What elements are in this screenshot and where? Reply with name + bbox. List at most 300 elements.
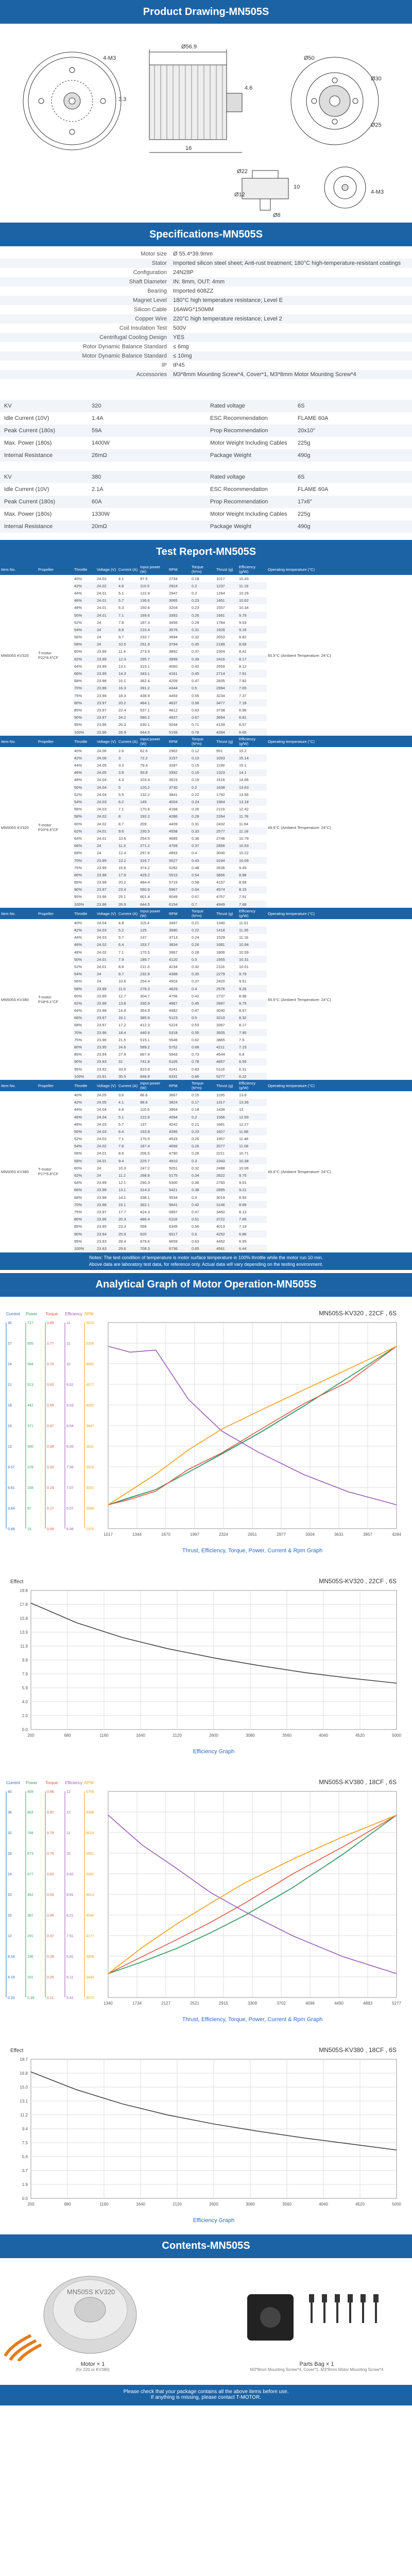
test-col-header: Torque (N*m) (191, 564, 215, 575)
y-tick: 6019 (86, 1831, 94, 1835)
test-cell: 9.45 (239, 865, 247, 870)
test-cell: 54% (73, 1143, 96, 1150)
y-tick: 5523 (86, 1321, 94, 1325)
test-temp: 65.5°C (Ambient Temperature: 24°C) (267, 919, 412, 1080)
test-cell: 2897 (215, 999, 238, 1007)
test-cell: 62% (73, 1172, 96, 1179)
test-cell: 48% (74, 950, 82, 955)
test-cell: 3576 (168, 626, 191, 633)
test-cell: 23.96 (97, 1037, 107, 1042)
x-tick: 4040 (319, 1733, 328, 1738)
test-cell: 23.98 (96, 685, 117, 692)
y-tick: 0.55 (47, 1403, 54, 1408)
test-cell: 0.22 (192, 792, 199, 797)
chart-title: MN505S-KV320 , 22CF , 6S (319, 1577, 397, 1585)
test-cell: 24.01 (97, 836, 107, 841)
x-tick: 1340 (104, 2001, 113, 2006)
test-cell: 5118 (216, 1066, 225, 1072)
test-cell: 11.2 (117, 1172, 139, 1179)
y-tick: 158 (27, 1486, 33, 1490)
test-cell: 13.8 (239, 1092, 247, 1097)
test-cell: 23.96 (97, 894, 107, 900)
test-col-header: Efficiency (g/W) (238, 564, 267, 575)
test-cell: 316.7 (139, 857, 168, 864)
test-cell: 25.9 (117, 1230, 139, 1238)
test-cell: 3623 (169, 777, 178, 783)
test-cell: 6154 (168, 901, 191, 908)
test-cell: 1792 (216, 792, 225, 797)
test-cell: 2559 (216, 664, 225, 669)
y-tick: 0.37 (47, 1934, 54, 1938)
test-cell: 4242 (169, 1122, 178, 1127)
y-tick: 0.62 (47, 1383, 54, 1387)
test-cell: 7.8 (118, 620, 124, 625)
test-cell: 13.63 (238, 784, 267, 791)
test-cell: 62% (73, 655, 96, 663)
test-cell: 1957 (216, 1137, 225, 1142)
y-tick: 15 (8, 1424, 12, 1428)
y-tick: 0.11 (47, 1996, 54, 2000)
test-cell: 3713 (169, 935, 178, 940)
test-cell: 23.95 (96, 1043, 117, 1050)
kv-cell: KV (4, 474, 12, 480)
legend-entry: RPM (84, 1311, 94, 1316)
test-cell: 0.4 (192, 851, 197, 856)
y-tick: 6.81 (66, 1955, 74, 1959)
test-cell: 14.1 (118, 1195, 126, 1200)
test-cell: 271.2 (139, 842, 168, 850)
spec-row (0, 342, 412, 351)
dim-label: 10 (294, 184, 300, 190)
x-tick: 2127 (161, 2001, 170, 2006)
test-cell: 4344 (168, 685, 191, 692)
test-cell: 3477 (215, 699, 238, 706)
spec-key: Magnet Level (132, 297, 167, 303)
test-cell: 1529 (216, 935, 225, 940)
test-cell: 60% (74, 649, 82, 654)
test-col-header: Current (A) (117, 736, 139, 747)
y-tick: 0.70 (47, 1852, 54, 1856)
kv-row (0, 449, 412, 462)
test-cell: 8.69 (238, 641, 267, 648)
test-cell: 1017 (216, 576, 225, 581)
test-cell: 24 (96, 842, 117, 850)
test-cell: 0.67 (192, 894, 199, 900)
test-cell: 0.56 (192, 1224, 199, 1229)
test-cell: 10.3 (118, 1165, 126, 1171)
chart-svg (0, 1297, 412, 1565)
test-cell: 5044 (169, 722, 178, 727)
test-cell: 0.19 (192, 777, 199, 783)
test-cell: 4637 (168, 699, 191, 706)
test-cell: 10.94 (238, 941, 267, 948)
test-cell: 20.2 (118, 880, 126, 885)
test-cell: 11.35 (238, 926, 267, 934)
test-cell: 136.6 (139, 597, 168, 604)
test-cell: 153.7 (139, 941, 168, 948)
kv-cell: Rated voltage (210, 403, 245, 409)
test-cell: 4857 (215, 1058, 238, 1065)
test-cell: 9.26 (238, 985, 267, 992)
test-cell: 338.1 (140, 1195, 150, 1200)
test-cell: 3210 (215, 1014, 238, 1022)
spec-value: M3*8mm Mounting Screw*4, Cover*1, M3*8mm Motor Mounting Screw*4 (173, 371, 356, 378)
test-cell: 4685 (169, 836, 178, 841)
test-cell: 0.26 (191, 612, 215, 619)
y-tick: 482 (27, 1893, 33, 1897)
test-col-header: Current (A) (117, 564, 139, 575)
spec-key: Centrifugal Cooling Design (99, 334, 167, 341)
contents (0, 2258, 412, 2385)
test-cell: 5.7 (118, 935, 124, 940)
test-cell: 13.8 (117, 999, 139, 1007)
y-tick: 3.7 (22, 2168, 28, 2173)
chart-title: MN505S-KV380 , 18CF , 6S (319, 2046, 397, 2054)
test-cell: 52% (74, 1137, 82, 1142)
test-cell: 10.01 (239, 964, 249, 969)
kv-cell: Max. Power (180s) (4, 440, 52, 446)
spec-row (0, 324, 412, 333)
test-cell: 3954 (215, 714, 238, 721)
test-cell: 2746 (216, 836, 225, 841)
y-tick: 0.53 (47, 1893, 54, 1897)
y-tick: 3631 (86, 1445, 94, 1449)
test-cell: 64% (74, 1180, 82, 1185)
test-cell: 424.3 (140, 1209, 150, 1214)
test-cell: 24.01 (97, 1151, 107, 1156)
test-cell: 273.9 (140, 649, 150, 654)
test-cell: 66% (73, 1014, 96, 1022)
parts-image (247, 2294, 379, 2341)
test-cell: 24.03 (96, 1128, 117, 1135)
test-cell: 6659 (169, 1239, 178, 1244)
test-cell: 4.1 (118, 576, 124, 581)
test-cell: 0.21 (192, 920, 199, 925)
kv-cell: 225g (298, 440, 311, 446)
test-cell: 50% (73, 956, 96, 963)
test-cell: 1340 (216, 920, 225, 925)
test-cell: 23.97 (96, 714, 117, 721)
x-tick: 4883 (363, 2001, 372, 2006)
test-cell: 0.13 (191, 754, 215, 761)
test-cell: 4867 (168, 999, 191, 1007)
test-cell: 23.98 (96, 1201, 117, 1208)
y-tick: 4914 (86, 1893, 94, 1897)
kv-cell: 6S (298, 474, 305, 480)
test-cell: 4211 (215, 1043, 238, 1050)
test-cell: 4757 (216, 894, 225, 900)
y-tick: 21 (8, 1383, 12, 1387)
test-cell: 330.9 (139, 999, 168, 1007)
test-cell: 23.99 (96, 1187, 117, 1194)
test-cell: 23.98 (96, 871, 117, 878)
test-table (0, 564, 412, 736)
spec-key: Accessories (136, 371, 167, 378)
test-cell: 14.8 (118, 1008, 126, 1013)
test-cell: 4769 (168, 842, 191, 850)
test-cell: 11.6 (117, 985, 139, 992)
test-cell: 23.99 (97, 664, 107, 669)
test-cell: 268.8 (139, 1172, 168, 1179)
test-col-header: Item No. (0, 736, 37, 747)
y-tick: 6.08 (66, 1527, 74, 1531)
x-tick: 1997 (190, 1532, 199, 1537)
test-cell: 12.3 (117, 655, 139, 663)
test-table (0, 908, 412, 1080)
y-tick: 387 (27, 1913, 33, 1918)
y-tick: 371 (27, 1424, 33, 1428)
test-cell: 24 (97, 851, 101, 856)
y-tick: 584 (27, 1362, 33, 1366)
test-cell: 225.7 (139, 1157, 168, 1164)
test-cell: 6.55 (239, 1239, 247, 1244)
test-cell: 42% (73, 926, 96, 934)
note-line: Above data are laboratory test data, for reference only. Actual data will vary depending on the testing environment. (89, 1261, 323, 1267)
dim-label: Ø8 (273, 212, 281, 218)
test-item: MN505S KV380 (0, 1091, 37, 1252)
spec-value: IN: 8mm, OUT: 4mm (173, 279, 225, 285)
drawing-svg (0, 24, 412, 223)
y-tick: 18.7 (20, 2057, 28, 2062)
test-cell: 11.08 (238, 1143, 267, 1150)
test-header-row (0, 564, 412, 575)
y-tick: 0.39 (47, 1445, 54, 1449)
kv-cell: 20x10" (298, 428, 315, 434)
kv-cell: Max. Power (180s) (4, 511, 52, 517)
test-prop: T-motor P22*6.6"CF (37, 575, 73, 736)
test-cell: 187.3 (140, 620, 150, 625)
test-cell: 0.42 (192, 993, 199, 998)
test-col-header: Item No. (0, 564, 37, 575)
test-cell: 0.35 (191, 641, 215, 648)
test-cell: 0.6 (191, 1230, 215, 1238)
y-tick: 4577 (86, 1383, 94, 1387)
test-cell: 278.3 (139, 985, 168, 992)
legend-entry: RPM (84, 1780, 94, 1785)
test-cell: 23.92 (97, 1066, 107, 1072)
test-cell: 70% (73, 857, 96, 864)
test-cell: 7.18 (238, 699, 267, 706)
test-cell: 0.4 (192, 1195, 197, 1200)
spec-key: Silicon Cable (133, 307, 167, 313)
test-cell: 0.32 (192, 1165, 199, 1171)
test-cell: 951 (216, 748, 223, 753)
test-cell: 6.22 (238, 1073, 267, 1080)
test-cell: 54% (73, 798, 96, 805)
y-tick: 3072 (86, 1996, 94, 2000)
x-tick: 1160 (99, 2201, 109, 2207)
test-cell: 9.51 (239, 1180, 247, 1185)
test-cell: 23.96 (96, 1216, 117, 1223)
test-col-header: Operating temperature (°C) (267, 908, 412, 919)
test-cell: 484.1 (139, 699, 168, 706)
y-tick: 13.9 (20, 1630, 28, 1635)
y-tick: 5.39 (27, 1996, 35, 2000)
y-tick: 12 (8, 1934, 12, 1938)
test-cell: 3824 (168, 1099, 191, 1106)
test-cell: 24.04 (97, 1107, 107, 1112)
test-cell: 2053 (216, 635, 225, 640)
legend-entry: Power (26, 1780, 38, 1785)
spec-key: Bearing (147, 288, 167, 294)
test-cell: 4286 (168, 813, 191, 820)
test-cell: 85% (74, 1052, 82, 1057)
kv-row (0, 508, 412, 520)
y-tick: 300 (27, 1445, 33, 1449)
spec-key: Shaft Diameter (129, 279, 167, 285)
test-col-header: Efficiency (g/W) (238, 1080, 267, 1091)
test-cell: 46% (73, 1113, 96, 1121)
test-cell: 14.3 (117, 670, 139, 677)
x-tick: 2915 (219, 2001, 228, 2006)
y-tick: 0.17 (47, 1506, 54, 1511)
charts (0, 1297, 412, 2234)
x-tick: 3080 (246, 1733, 255, 1738)
test-col-header: Item No. (0, 908, 37, 919)
y-tick: 16 (8, 1913, 12, 1918)
test-row (0, 575, 412, 582)
test-cell: 1451 (215, 597, 238, 604)
test-prop: T-motor P20*6.6"CF (37, 747, 73, 908)
y-tick: 15 (27, 1527, 31, 1531)
test-header: Test Report-MN505S (0, 540, 412, 564)
test-cell: 11.48 (239, 1137, 249, 1142)
test-cell: 103.4 (140, 777, 150, 783)
test-cell: 6105 (168, 1058, 191, 1065)
test-cell: 85% (74, 1224, 82, 1229)
test-cell: 23.97 (97, 1023, 107, 1028)
test-cell: 23.97 (96, 1014, 117, 1022)
test-cell: 11.16 (239, 935, 249, 940)
test-cell: 2947 (169, 590, 178, 596)
test-cell: 2737 (216, 993, 225, 998)
test-cell: 23.98 (97, 679, 107, 684)
test-cell: 12.4 (118, 851, 126, 856)
test-cell: 24.01 (97, 605, 107, 611)
test-cell: 5715 (169, 880, 178, 885)
test-cell: 5224 (169, 1023, 178, 1028)
kv-cell: 1.4A (92, 415, 104, 421)
test-cell: 6.57 (239, 722, 247, 727)
test-cell: 2924 (168, 582, 191, 589)
test-cell: 0.65 (191, 1245, 215, 1252)
test-cell: 3.6 (118, 1092, 124, 1097)
test-cell: 60% (74, 821, 82, 826)
y-tick: 8.91 (66, 1893, 74, 1897)
test-cell: 60% (74, 1165, 82, 1171)
test-cell: 2116 (216, 964, 225, 969)
test-cell: 3.3 (118, 763, 124, 768)
back-view (291, 57, 379, 145)
test-cell: 2714 (215, 670, 238, 677)
test-cell: 4493 (169, 693, 178, 698)
test-cell: 0.21 (192, 1122, 199, 1127)
test-cell: 153.8 (139, 1128, 168, 1135)
y-tick: 40 (8, 1790, 12, 1794)
chart-xlabel: Efficiency Graph (193, 2217, 235, 2224)
test-cell: 4503 (169, 979, 178, 984)
test-cell: 9.7 (118, 635, 124, 640)
y-tick: 7.9 (22, 1671, 28, 1676)
test-col-header: Operating temperature (°C) (267, 564, 412, 575)
test-cell: 558 (140, 1224, 147, 1229)
test-cell: 0.26 (192, 807, 199, 812)
kv-cell: Peak Current (180s) (4, 499, 56, 505)
test-cell: 9.75 (238, 1172, 267, 1179)
test-cell: 5421 (168, 1187, 191, 1194)
test-cell: 560.9 (139, 886, 168, 893)
test-cell: 8.15 (238, 886, 267, 893)
test-cell: 4910 (168, 1157, 191, 1164)
test-cell: 8.13 (239, 1209, 247, 1214)
test-cell: 0.42 (191, 1201, 215, 1208)
spec-value: Imported silicon steel sheet; Anti-rust treatment; 180°C high-temperature-resistant coatings (173, 260, 401, 266)
spec-value: YES (173, 334, 185, 341)
kv-cell: FLAME 60A (298, 415, 329, 421)
test-cell: 90% (73, 714, 96, 721)
test-cell: 741.8 (139, 1058, 168, 1065)
test-cell: 0.45 (191, 670, 215, 677)
test-cell: 3204 (169, 605, 178, 611)
x-tick: 4520 (355, 2201, 365, 2207)
kv-cell: ESC Recommendation (210, 415, 268, 421)
test-cell: 3146 (215, 1201, 238, 1208)
test-cell: 24 (97, 979, 101, 984)
test-cell: 80% (73, 699, 96, 706)
y-tick: 7.51 (66, 1934, 74, 1938)
y-tick: 4177 (86, 1934, 94, 1938)
test-cell: 18.4 (117, 1029, 139, 1036)
test-cell: 1195 (216, 1092, 225, 1097)
test-cell: 440.9 (139, 1029, 168, 1036)
test-cell: 0.2 (191, 784, 215, 791)
test-cell: 391.2 (139, 685, 168, 692)
test-cell: 8.82 (239, 635, 247, 640)
spec-row (0, 259, 412, 268)
test-cell: 0.32 (192, 635, 199, 640)
test-cell: 1661 (215, 612, 238, 619)
test-table (0, 736, 412, 908)
test-cell: 150.6 (140, 605, 150, 611)
chart-svg (0, 2033, 412, 2234)
test-cell: 54% (73, 626, 96, 633)
test-cell: 8.17 (239, 1023, 247, 1028)
test-cell: 9.51 (239, 979, 247, 984)
test-cell: 24.6 (117, 1043, 139, 1050)
y-tick: 0.32 (47, 1465, 54, 1469)
test-cell: 1681 (216, 1122, 225, 1127)
y-tick: 9.4 (22, 2126, 28, 2131)
test-cell: 486.4 (139, 1216, 168, 1223)
test-row (0, 1091, 412, 1098)
kv-cell: 1400W (92, 440, 110, 446)
test-cell: 3 (117, 754, 139, 761)
test-cell: 5300 (169, 1180, 178, 1185)
y-tick: 6388 (86, 1810, 94, 1815)
test-cell: 14.66 (239, 777, 249, 783)
kv-cell: 490g (298, 523, 311, 530)
test-cell: 343.1 (139, 670, 168, 677)
y-tick: 11.9 (20, 1643, 28, 1649)
test-col-header: Throttle (73, 908, 96, 919)
chart-svg (0, 1766, 412, 2033)
test-cell: 23.94 (97, 1052, 107, 1057)
test-cell: 0.18 (192, 1107, 199, 1112)
legend-entry: Torque (45, 1311, 58, 1316)
test-cell: 98.6 (139, 1099, 168, 1106)
test-cell: 209 (140, 821, 147, 826)
test-col-header: Input power (W) (139, 564, 168, 575)
